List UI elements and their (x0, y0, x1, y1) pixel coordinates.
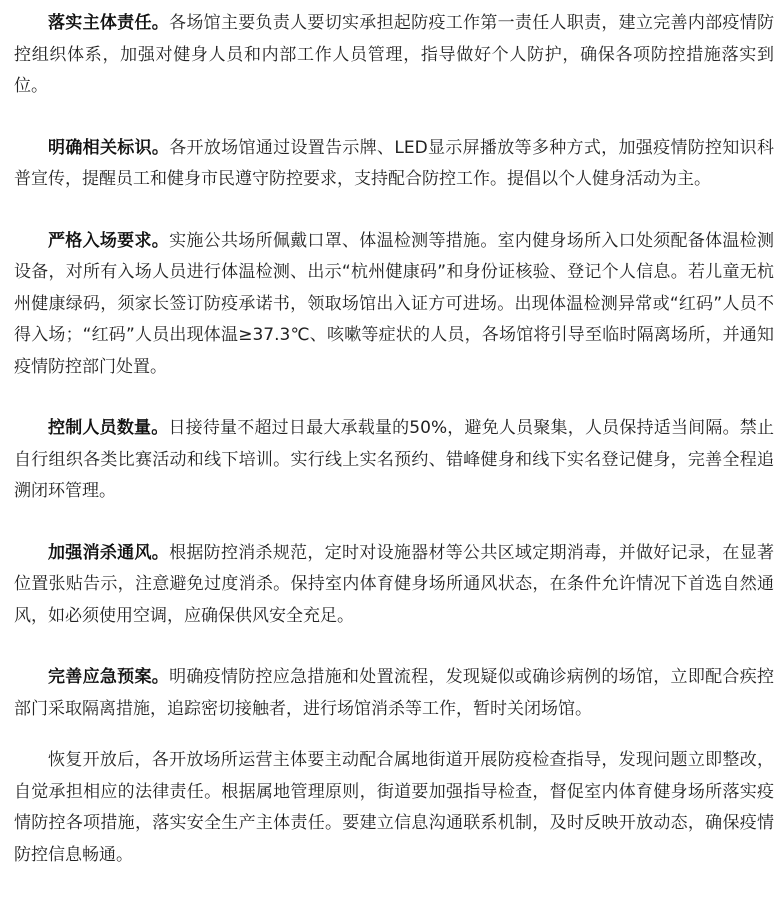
paragraph-responsibility (14, 8, 774, 103)
paragraph-lead: 完善应急预案。 (48, 667, 170, 687)
paragraph-closing (14, 745, 774, 871)
article-body (14, 8, 774, 871)
paragraph-lead: 明确相关标识。 (48, 137, 170, 158)
paragraph-spacer (14, 725, 774, 745)
paragraph-lead: 严格入场要求。 (48, 230, 170, 251)
paragraph-text: 各场馆主要负责人要切实承担起防疫工作第一责任人职责，建立完善内部疫情防控组织体系，加强对健身人员和内部工作人员管理，指导做好个人防护，确保各项防控措施落实到位。 (14, 13, 775, 96)
paragraph-text: 各开放场馆通过设置告示牌、LED显示屏播放等多种方式，加强疫情防控知识科普宣传，提醒员工和健身市民遵守防控要求，支持配合防控工作。提倡以个人健身活动为主。 (14, 137, 775, 189)
paragraph-text: 根据防控消杀规范，定时对设施器材等公共区域定期消毒，并做好记录，在显著位置张贴告示，注意避免过度消杀。保持室内体育健身场所通风状态，在条件允许情况下首选自然通风，如必须使用空调，应确保供风安全充足。 (14, 542, 775, 626)
paragraph-spacer (14, 632, 774, 662)
paragraph-capacity (14, 413, 774, 508)
paragraph-text: 实施公共场所佩戴口罩、体温检测等措施。室内健身场所入口处须配备体温检测设备，对所有入场人员进行体温检测、出示“杭州健康码”和身份证核验、登记个人信息。若儿童无杭州健康绿码，须家长签订防疫承诺书，领取场馆出入证方可进场。出现体温检测异常或“红码”人员不得入场；“红码”人员出现体温≥37.3℃、咳嗽等症状的人员，各场馆将引导至临时隔离场所，并通知疫情防控部门处置。 (14, 230, 775, 377)
paragraph-text: 恢复开放后，各开放场所运营主体要主动配合属地街道开展防疫检查指导，发现问题立即整改，自觉承担相应的法律责任。根据属地管理原则，街道要加强指导检查，督促室内体育健身场所落实疫情防控各项措施，落实安全生产主体责任。要建立信息沟通联系机制，及时反映开放动态，确保疫情防控信息畅通。 (14, 750, 774, 865)
paragraph-text: 日接待量不超过日最大承载量的50%，避免人员聚集，人员保持适当间隔。禁止自行组织各类比赛活动和线下培训。实行线上实名预约、错峰健身和线下实名登记健身，完善全程追溯闭环管理。 (14, 418, 774, 501)
paragraph-signage (14, 133, 774, 196)
paragraph-spacer (14, 383, 774, 413)
paragraph-spacer (14, 508, 774, 538)
paragraph-entry-requirements (14, 226, 774, 384)
paragraph-lead: 落实主体责任。 (48, 13, 170, 33)
paragraph-lead: 控制人员数量。 (48, 418, 169, 438)
paragraph-text: 明确疫情防控应急措施和处置流程，发现疑似或确诊病例的场馆，立即配合疾控部门采取隔离措施，追踪密切接触者，进行场馆消杀等工作，暂时关闭场馆。 (14, 667, 775, 719)
paragraph-spacer (14, 103, 774, 133)
paragraph-emergency-plan (14, 662, 774, 725)
paragraph-disinfection (14, 538, 774, 633)
paragraph-lead: 加强消杀通风。 (48, 542, 170, 563)
paragraph-spacer (14, 196, 774, 226)
